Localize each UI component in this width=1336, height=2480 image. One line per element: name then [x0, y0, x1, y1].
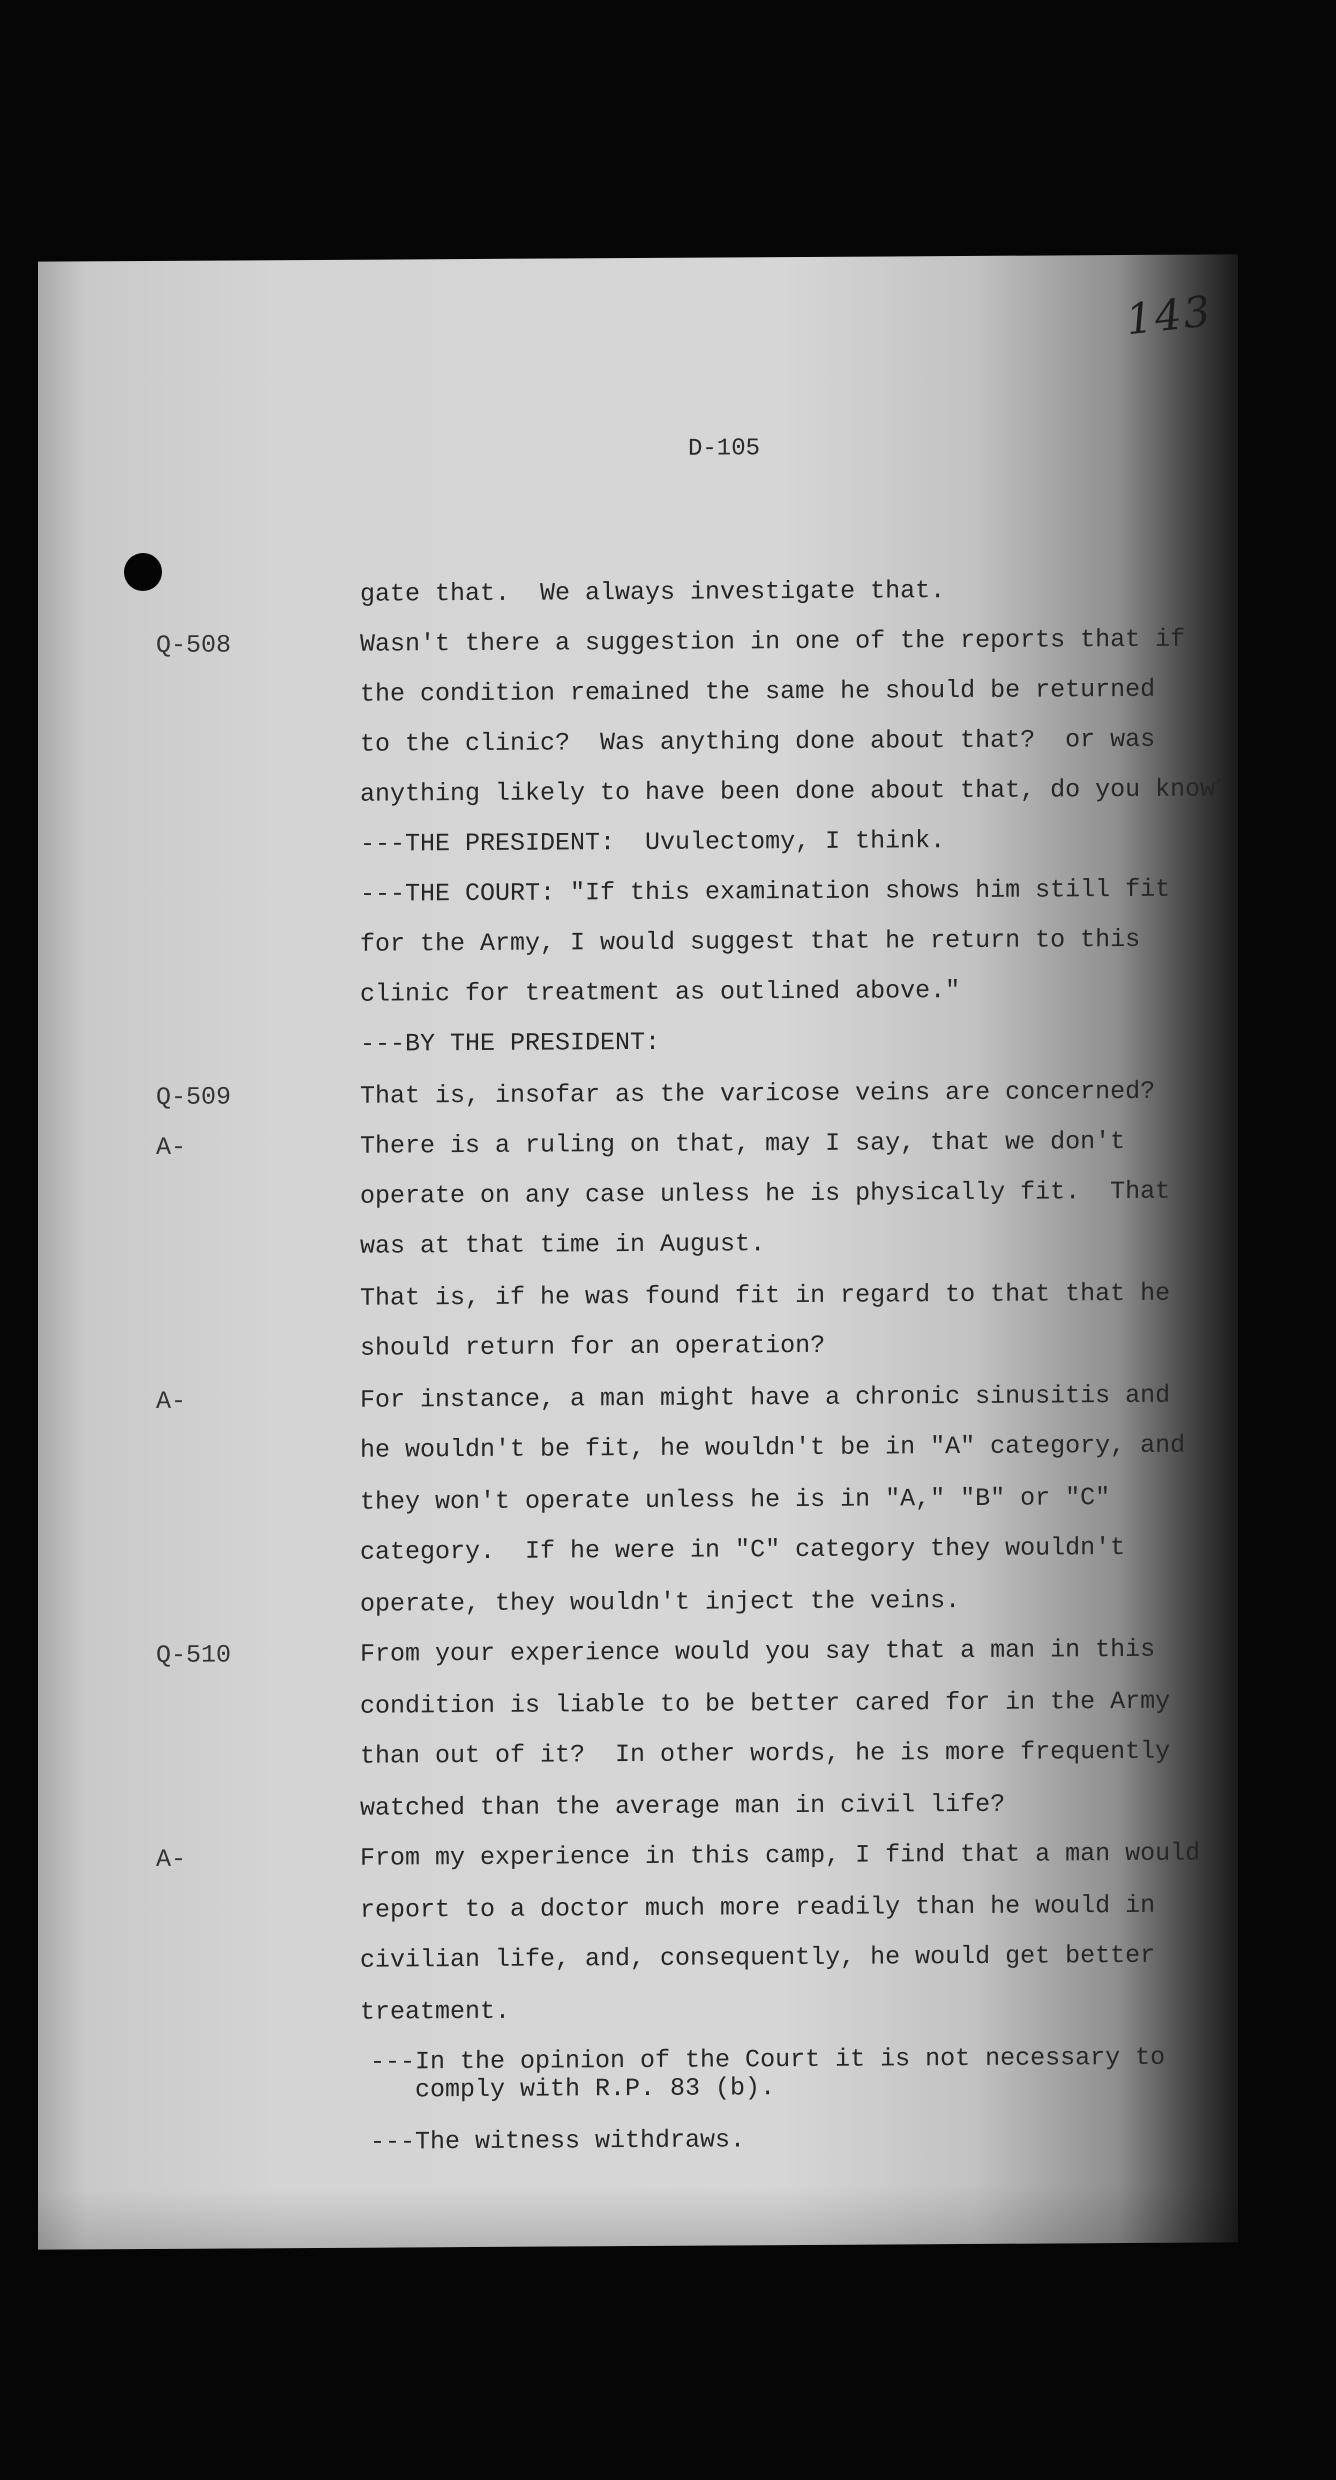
transcript-line: civilian life, and, consequently, he would get better [360, 1940, 1156, 1975]
punch-hole [124, 553, 162, 591]
question-label: Q-508 [156, 630, 232, 660]
court-note: comply with R.P. 83 (b). [370, 2073, 776, 2105]
transcript-line: condition is liable to be better cared for in the Army [360, 1686, 1171, 1721]
handwritten-page-number: 143 [1123, 286, 1215, 345]
transcript-line: for the Army, I would suggest that he return to this [360, 924, 1141, 959]
transcript-line: category. If he were in "C" category they wouldn't [360, 1533, 1126, 1567]
transcript-line: For instance, a man might have a chronic sinusitis and [360, 1380, 1171, 1415]
transcript-line: Wasn't there a suggestion in one of the reports that if [360, 624, 1186, 659]
transcript-line: watched than the average man in civil life? [360, 1789, 1006, 1823]
transcript-line: operate on any case unless he is physically fit. That [360, 1176, 1171, 1211]
transcript-line: That is, if he was found fit in regard to that that he [360, 1278, 1171, 1313]
transcript-line: they won't operate unless he is in "A," "B" or "C" [360, 1483, 1111, 1517]
transcript-line: That is, insofar as the varicose veins are concerned? [360, 1076, 1156, 1111]
answer-label: A- [156, 1132, 187, 1162]
transcript-line: From my experience in this camp, I find that a man would [360, 1838, 1201, 1873]
transcript-line: he wouldn't be fit, he wouldn't be in "A" category, and [360, 1430, 1186, 1465]
answer-label: A- [156, 1386, 187, 1416]
transcript-line: ---THE COURT: "If this examination shows him still fit [360, 874, 1171, 909]
question-label: Q-509 [156, 1082, 232, 1112]
question-label: Q-510 [156, 1640, 232, 1670]
transcript-line: From your experience would you say that a man in this [360, 1634, 1156, 1669]
answer-label: A- [156, 1844, 187, 1874]
transcript-line: gate that. We always investigate that. [360, 576, 946, 609]
transcript-line: report to a doctor much more readily than he would in [360, 1890, 1156, 1925]
witness-withdraws: ---The witness withdraws. [370, 2125, 746, 2157]
transcript-line: anything likely to have been done about that, do you know? [360, 774, 1231, 809]
page-id: D-105 [688, 435, 761, 463]
transcript-line: the condition remained the same he should be returned [360, 674, 1156, 709]
transcript-line: than out of it? In other words, he is more frequently [360, 1736, 1171, 1771]
transcript-line: ---THE PRESIDENT: Uvulectomy, I think. [360, 826, 946, 859]
transcript-line: operate, they wouldn't inject the veins. [360, 1586, 961, 1619]
transcript-line: to the clinic? Was anything done about that? or was [360, 724, 1156, 759]
transcript-line: was at that time in August. [360, 1229, 766, 1261]
transcript-line: clinic for treatment as outlined above." [360, 976, 961, 1009]
court-note: ---In the opinion of the Court it is not necessary to [370, 2042, 1166, 2077]
transcript-line: treatment. [360, 1996, 511, 2027]
transcript-line: should return for an operation? [360, 1330, 826, 1363]
document-page [38, 254, 1238, 2249]
transcript-line: ---BY THE PRESIDENT: [360, 1027, 661, 1059]
transcript-line: There is a ruling on that, may I say, that we don't [360, 1127, 1126, 1161]
